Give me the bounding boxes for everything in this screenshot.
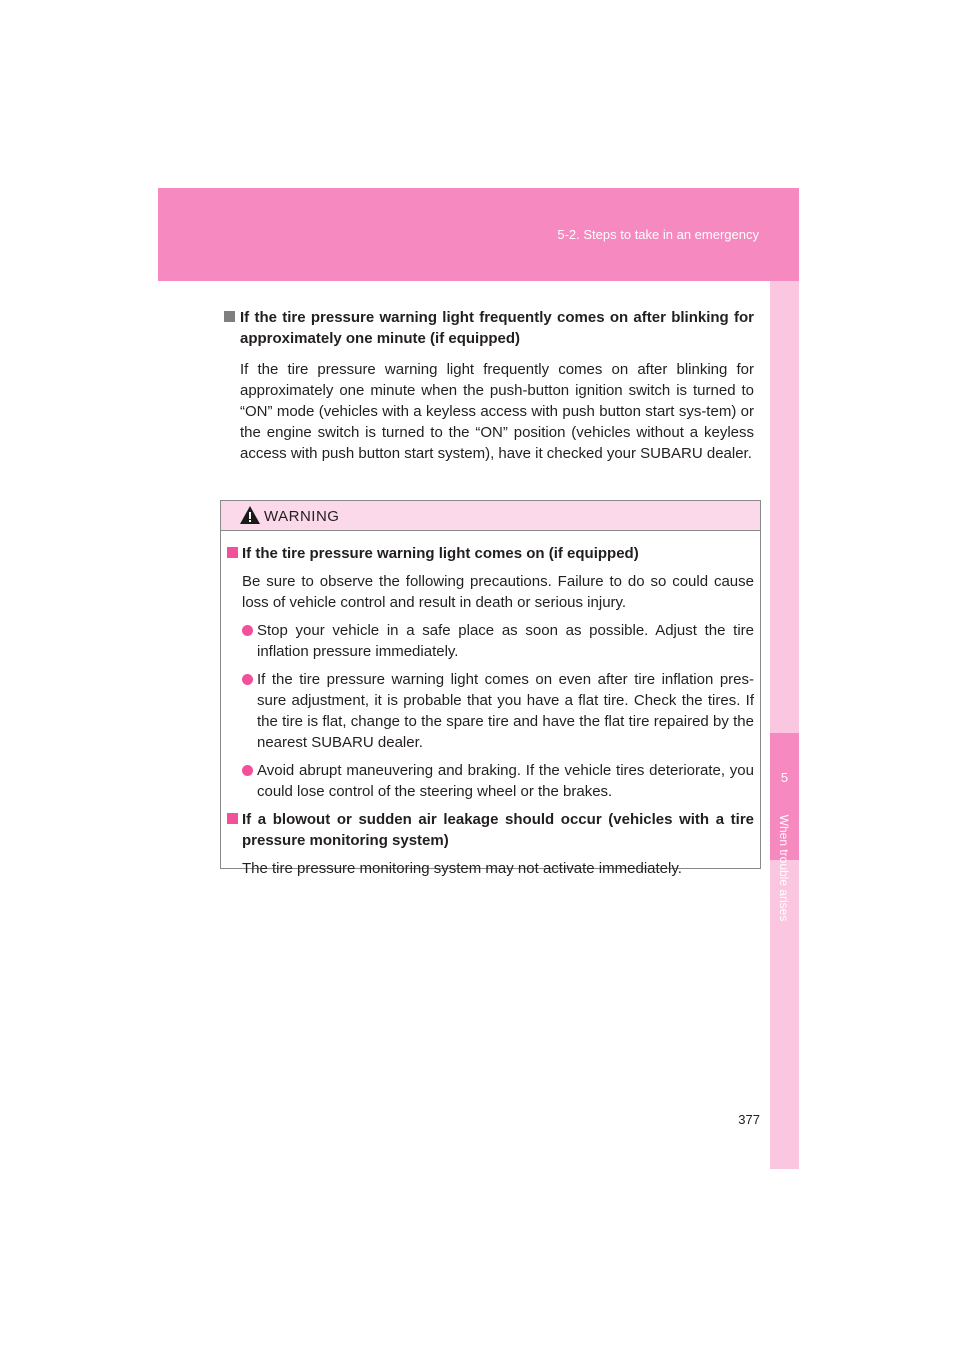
chapter-side-tab (770, 281, 799, 1169)
warning-heading-2-text: If a blowout or sudden air leakage should occur (vehicles with a tire pressure monitoring system) (242, 811, 754, 849)
square-bullet-icon (227, 813, 238, 824)
square-bullet-icon (224, 311, 235, 322)
section-title: 5-2. Steps to take in an emergency (557, 227, 759, 242)
note-heading-text: If the tire pressure warning light frequently comes on after blinking for approximately one minute (if equipped) (240, 309, 754, 347)
circle-bullet-icon (242, 765, 253, 776)
circle-bullet-icon (242, 625, 253, 636)
chapter-number: 5 (780, 770, 789, 785)
warning-heading-1 (227, 543, 754, 564)
warning-heading-1-text: If the tire pressure warning light comes on (if equipped) (242, 545, 639, 562)
square-bullet-icon (227, 547, 238, 558)
warning-bullet-text: Avoid abrupt maneuvering and braking. If the vehicle tires deteriorate, you could lose control of the steering wheel or the brakes. (257, 762, 754, 800)
warning-bullet-text: If the tire pressure warning light comes on even after tire inflation pres-sure adjustment, it is probable that you have a flat tire. Check the tires. If the tire is flat, change to the spare tire and have the flat tire repaired by the nearest SUBARU dealer. (257, 671, 754, 751)
note-paragraph: If the tire pressure warning light frequently comes on after blinking for approximately one minute when the push-button ignition switch is turned to “ON” mode (vehicles with a keyless access with push button start sys-tem) or the engine switch is turned to the “ON” position (vehicles without a keyless access with push button start system), have it checked your SUBARU dealer. (240, 361, 754, 462)
warning-bullet-text: Stop your vehicle in a safe place as soon as possible. Adjust the tire inflation pressure immediately. (257, 622, 754, 660)
warning-bullet (227, 760, 754, 802)
note-heading (224, 307, 754, 349)
warning-box (220, 500, 761, 877)
section-header-band (158, 188, 799, 281)
warning-note: The tire pressure monitoring system may not activate immediately. (242, 860, 682, 877)
warning-intro: Be sure to observe the following precautions. Failure to do so could cause loss of vehicle control and result in death or serious injury. (242, 573, 754, 611)
warning-triangle-icon (239, 505, 261, 525)
warning-bullet (227, 620, 754, 662)
warning-body (221, 531, 760, 879)
circle-bullet-icon (242, 674, 253, 685)
warning-bullet (227, 669, 754, 753)
chapter-label: When trouble arises (777, 814, 791, 922)
warning-title: WARNING (264, 508, 340, 525)
warning-heading-2 (227, 809, 754, 851)
page-number: 377 (738, 1112, 760, 1127)
warning-header (221, 501, 760, 531)
tire-pressure-note (224, 307, 754, 464)
